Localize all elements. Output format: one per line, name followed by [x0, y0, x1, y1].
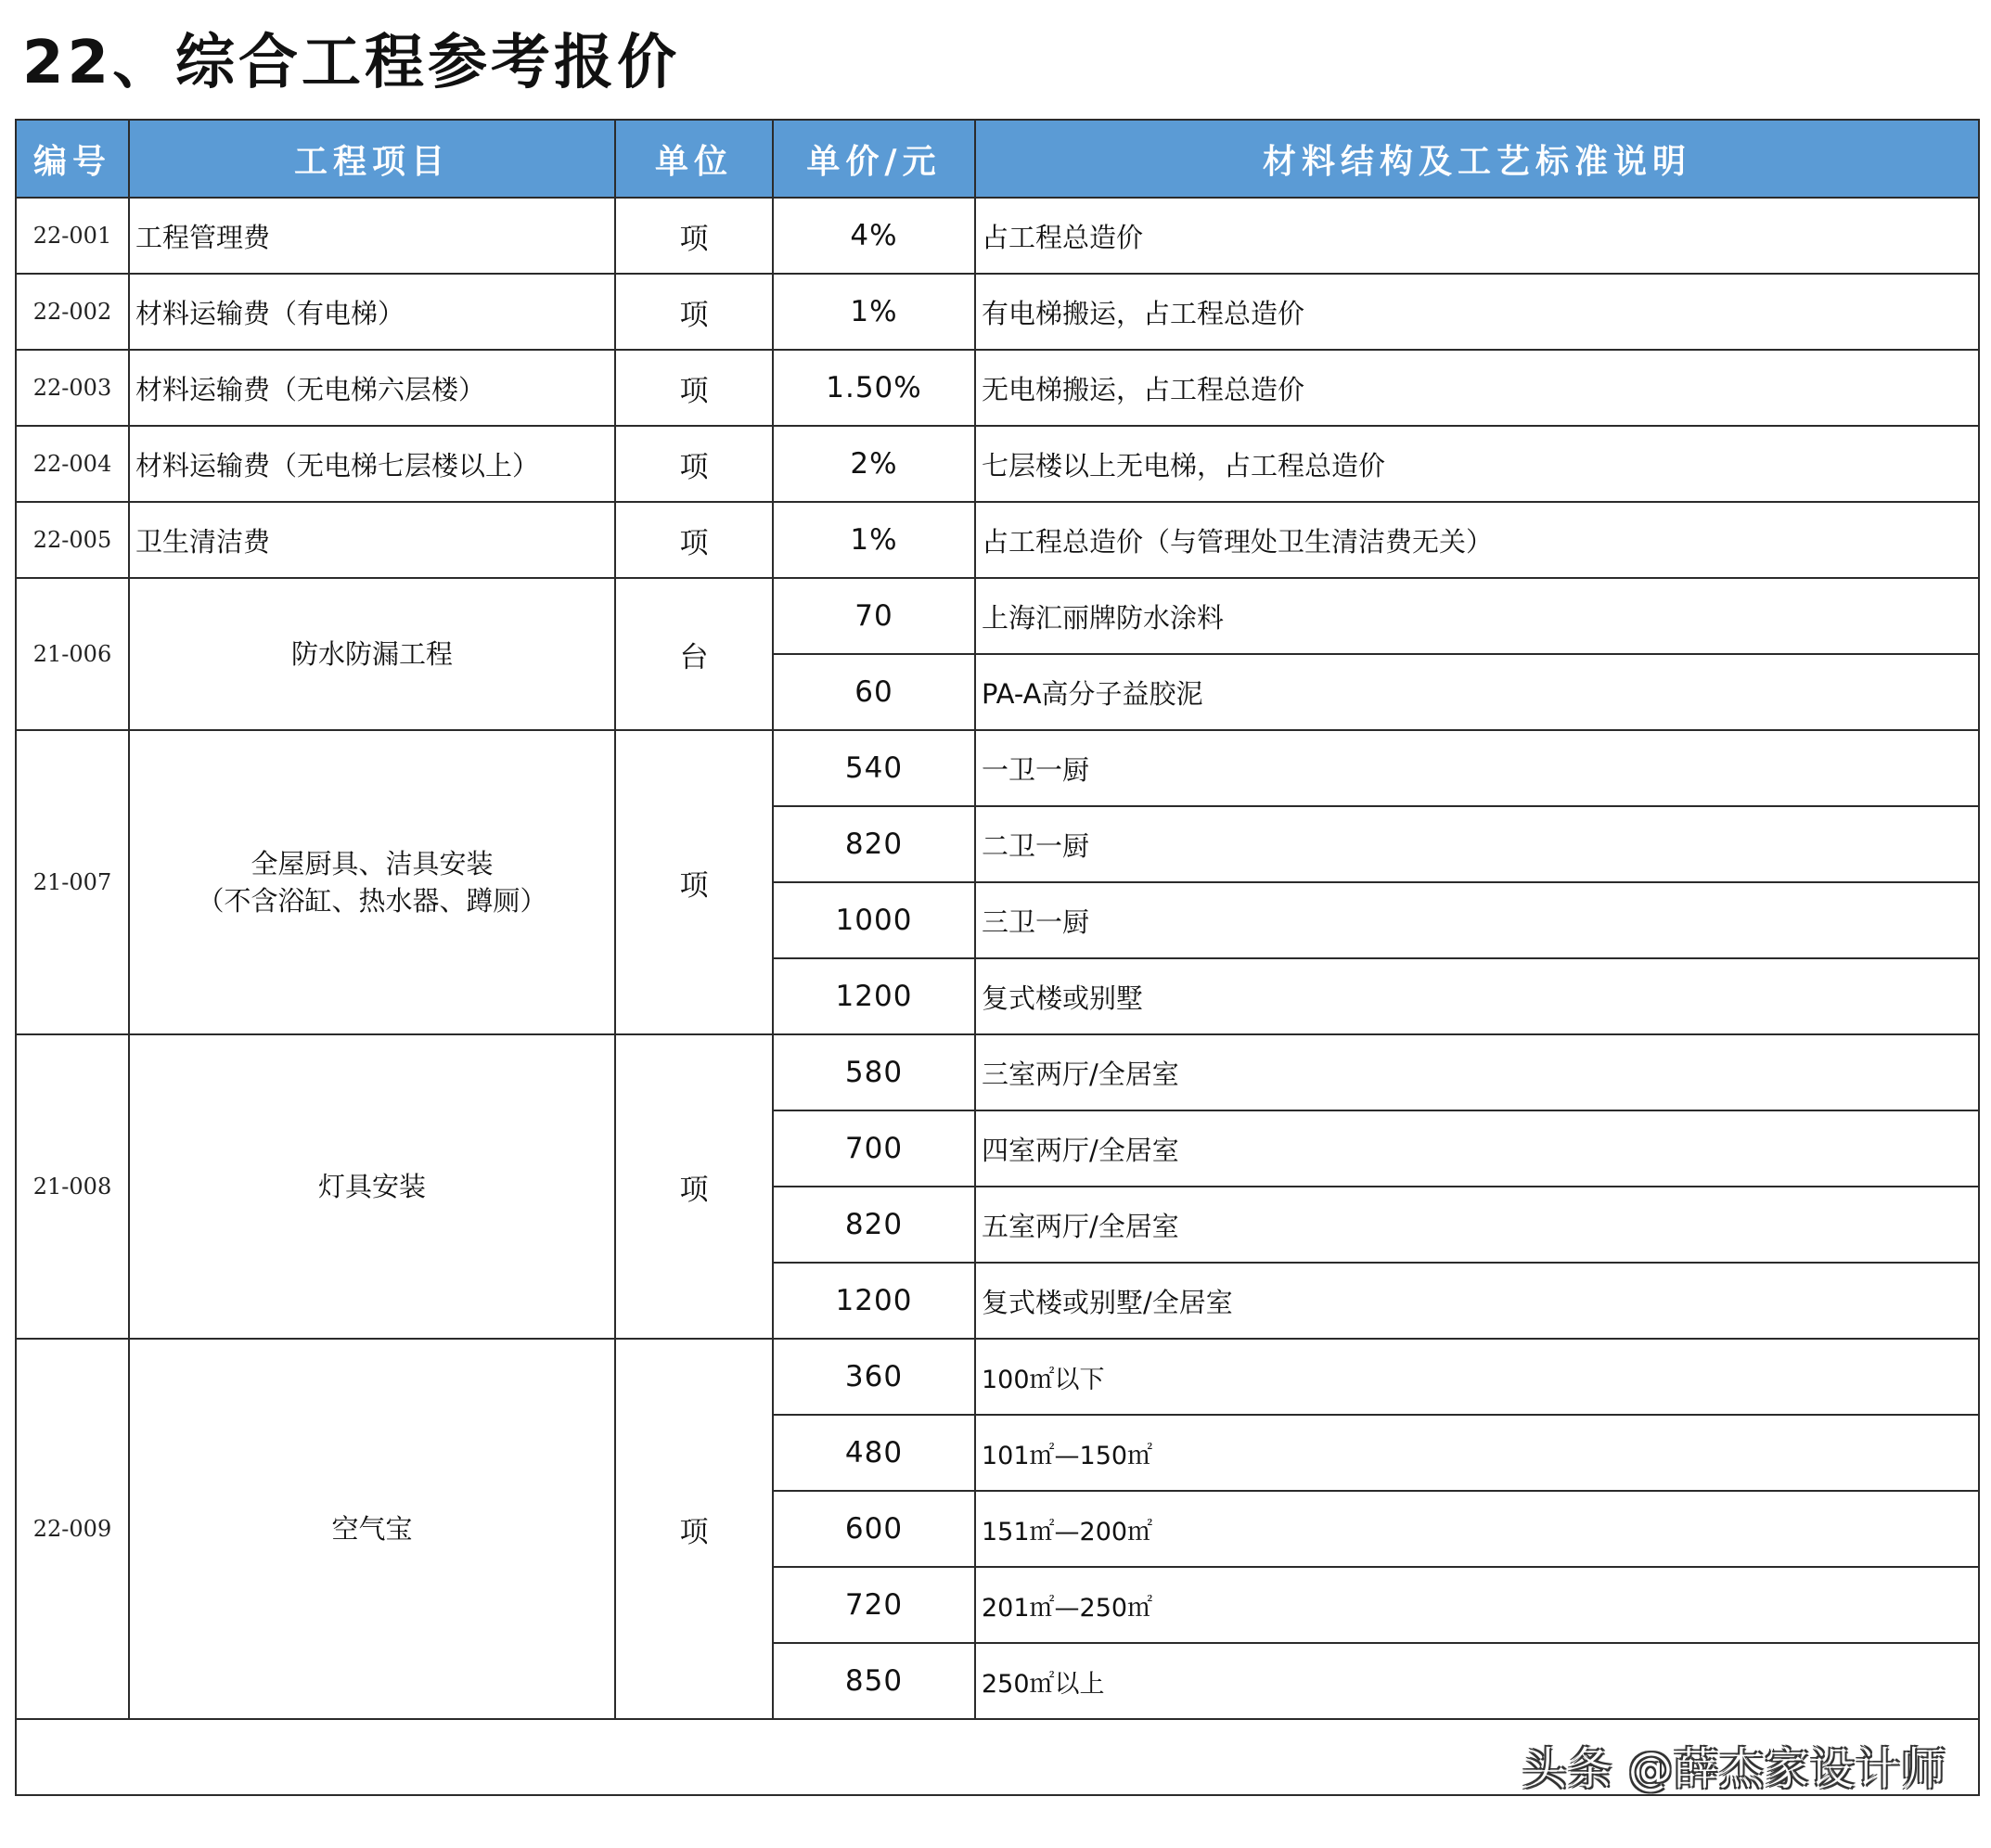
cell-desc: 占工程总造价: [975, 198, 1979, 274]
cell-desc: 复式楼或别墅/全居室: [975, 1263, 1979, 1339]
cell-price: 60: [773, 654, 975, 730]
cell-desc: 无电梯搬运，占工程总造价: [975, 350, 1979, 426]
cell-price: 720: [773, 1567, 975, 1643]
cell-desc: 上海汇丽牌防水涂料: [975, 578, 1979, 654]
cell-unit: 台: [615, 578, 773, 730]
cell-item: [129, 578, 615, 730]
table-footer-cell: [16, 1719, 1979, 1795]
cell-desc: 占工程总造价（与管理处卫生清洁费无关）: [975, 502, 1979, 578]
item-name-line: 卫生清洁费: [135, 525, 271, 558]
item-name-line: 材料运输费（无电梯七层楼以上）: [135, 449, 540, 481]
cell-desc: 101㎡—150㎡: [975, 1415, 1979, 1491]
cell-desc: 五室两厅/全居室: [975, 1187, 1979, 1263]
cell-code: 22-005: [16, 502, 129, 578]
cell-desc: 三室两厅/全居室: [975, 1034, 1979, 1110]
cell-desc: 有电梯搬运，占工程总造价: [975, 274, 1979, 350]
cell-item: [129, 502, 615, 578]
header-desc: 材料结构及工艺标准说明: [975, 120, 1979, 198]
header-price: 单价/元: [773, 120, 975, 198]
table-header-row: [16, 120, 1979, 198]
cell-unit: 项: [615, 1339, 773, 1719]
quote-table: [15, 119, 1980, 1796]
table-row: [16, 198, 1979, 274]
cell-code: 21-007: [16, 730, 129, 1034]
cell-price: 1%: [773, 502, 975, 578]
cell-price: 1000: [773, 882, 975, 958]
table-footer-row: [16, 1719, 1979, 1795]
watermark: 头条 @薛杰家设计师: [1522, 1743, 1946, 1795]
cell-desc: PA-A高分子益胶泥: [975, 654, 1979, 730]
cell-price: 4%: [773, 198, 975, 274]
cell-code: 21-006: [16, 578, 129, 730]
table-row: [16, 426, 1979, 502]
cell-price: 1200: [773, 958, 975, 1034]
cell-price: 600: [773, 1491, 975, 1567]
cell-price: 820: [773, 1187, 975, 1263]
item-name-line: 防水防漏工程: [290, 638, 453, 670]
table-row: [16, 1034, 1979, 1110]
cell-price: 850: [773, 1643, 975, 1719]
table-row: [16, 578, 1979, 654]
page-title: 22、综合工程参考报价: [22, 29, 681, 97]
cell-item: [129, 198, 615, 274]
item-name-line: （不含浴缸、热水器、蹲厕）: [197, 885, 547, 917]
table-body: [16, 198, 1979, 1719]
header-item: 工程项目: [129, 120, 615, 198]
cell-item: [129, 274, 615, 350]
cell-desc: 四室两厅/全居室: [975, 1110, 1979, 1187]
cell-code: 22-001: [16, 198, 129, 274]
cell-item: [129, 730, 615, 1034]
cell-desc: 一卫一厨: [975, 730, 1979, 806]
item-name-line: 材料运输费（有电梯）: [135, 297, 405, 329]
cell-item: [129, 350, 615, 426]
cell-price: 1200: [773, 1263, 975, 1339]
cell-desc: 201㎡—250㎡: [975, 1567, 1979, 1643]
item-name-line: 材料运输费（无电梯六层楼）: [135, 373, 486, 405]
cell-desc: 250㎡以上: [975, 1643, 1979, 1719]
item-name-line: 全屋厨具、洁具安装: [250, 848, 494, 879]
cell-price: 700: [773, 1110, 975, 1187]
cell-unit: 项: [615, 198, 773, 274]
header-unit: 单位: [615, 120, 773, 198]
cell-desc: 151㎡—200㎡: [975, 1491, 1979, 1567]
cell-code: 22-003: [16, 350, 129, 426]
cell-item: [129, 426, 615, 502]
cell-price: 580: [773, 1034, 975, 1110]
header-code: 编号: [16, 120, 129, 198]
cell-item: [129, 1339, 615, 1719]
table-row: [16, 502, 1979, 578]
cell-price: 360: [773, 1339, 975, 1415]
table-row: [16, 274, 1979, 350]
table-row: [16, 350, 1979, 426]
cell-price: 2%: [773, 426, 975, 502]
cell-price: 1.50%: [773, 350, 975, 426]
item-name-line: 空气宝: [331, 1513, 413, 1545]
cell-unit: 项: [615, 1034, 773, 1339]
cell-desc: 100㎡以下: [975, 1339, 1979, 1415]
cell-unit: 项: [615, 502, 773, 578]
cell-desc: 二卫一厨: [975, 806, 1979, 882]
cell-code: 21-008: [16, 1034, 129, 1339]
item-name-line: 灯具安装: [317, 1171, 426, 1202]
cell-price: 1%: [773, 274, 975, 350]
cell-desc: 三卫一厨: [975, 882, 1979, 958]
cell-unit: 项: [615, 274, 773, 350]
cell-unit: 项: [615, 350, 773, 426]
cell-code: 22-002: [16, 274, 129, 350]
cell-price: 820: [773, 806, 975, 882]
cell-unit: 项: [615, 730, 773, 1034]
item-name-line: 工程管理费: [135, 221, 271, 253]
table-row: [16, 730, 1979, 806]
cell-price: 540: [773, 730, 975, 806]
cell-desc: 复式楼或别墅: [975, 958, 1979, 1034]
cell-code: 22-009: [16, 1339, 129, 1719]
cell-price: 480: [773, 1415, 975, 1491]
cell-unit: 项: [615, 426, 773, 502]
cell-item: [129, 1034, 615, 1339]
table-row: [16, 1339, 1979, 1415]
cell-desc: 七层楼以上无电梯，占工程总造价: [975, 426, 1979, 502]
cell-code: 22-004: [16, 426, 129, 502]
cell-price: 70: [773, 578, 975, 654]
